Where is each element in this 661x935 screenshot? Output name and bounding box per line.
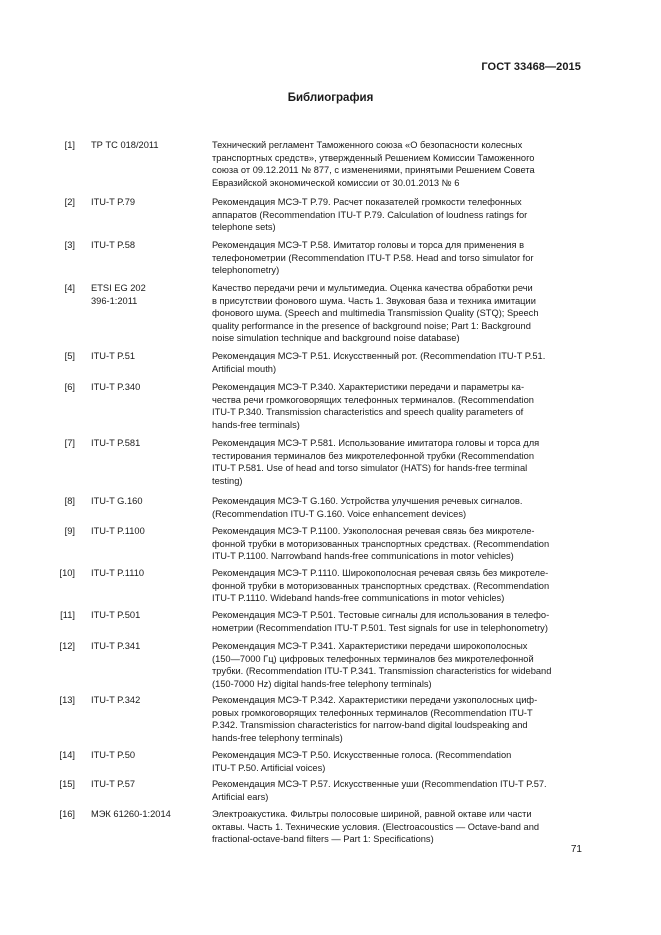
entry-description: Рекомендация МСЭ-Т P.79. Расчет показателей громкости телефонных аппаратов (Recommendation ITU-T P.79. Calculation of loudness ratings for telephone sets) bbox=[212, 197, 528, 232]
page-title: Библиография bbox=[287, 92, 374, 104]
bibliography-entry bbox=[55, 640, 583, 694]
entry-number: [3] bbox=[64, 240, 75, 250]
entry-code: ITU-T G.160 bbox=[91, 496, 143, 506]
entry-code: ITU-T P.581 bbox=[91, 438, 141, 448]
entry-number: [9] bbox=[64, 526, 75, 536]
bibliography-entry bbox=[55, 239, 583, 282]
bibliography-entry bbox=[55, 282, 583, 350]
entry-number: [1] bbox=[64, 140, 75, 150]
entry-code: ITU-T P.79 bbox=[91, 197, 136, 207]
page-number: 71 bbox=[570, 844, 582, 855]
entry-number: [8] bbox=[64, 496, 75, 506]
entry-number: [16] bbox=[59, 809, 75, 819]
entry-description: Рекомендация МСЭ-Т P.50. Искусственные голоса. (Recommendation ITU-T P.50. Artificial voices) bbox=[212, 750, 512, 773]
bibliography-entry bbox=[55, 495, 583, 525]
entry-code: ITU-T P.1100 bbox=[91, 526, 145, 536]
entry-description: Рекомендация МСЭ-Т P.342. Характеристики передачи узкополосных циф- ровых громкоговорящих телефонных терминалов (Recommendation ITU-T P.342. Transmission characteristics for narrow-band digital loudspeaking and hands-free telephony terminals) bbox=[212, 695, 538, 743]
entry-description: Электроакустика. Фильтры полосовые шириной, равной октаве или части октавы. Часть 1. Технические условия. (Electroacoustics — Octave-band and fractional-octave-band filters — Part 1: Specifications) bbox=[212, 809, 540, 844]
entry-number: [14] bbox=[59, 750, 75, 760]
entry-description: Технический регламент Таможенного союза «О безопасности колесных транспортных средств», утвержденный Решением Комиссии Таможенного союза от 09.12.2011 № 877, с изменениями, принятыми Решением Совета Евразийской экономической комиссии от 30.01.2013 № 6 bbox=[212, 140, 535, 188]
entry-number: [5] bbox=[64, 351, 75, 361]
entry-description: Рекомендация МСЭ-Т P.501. Тестовые сигналы для использования в телефо- нометрии (Recommendation ITU-T P.501. Test signals for use in telephonometry) bbox=[212, 610, 550, 633]
entry-code: ITU-T P.1110 bbox=[91, 568, 145, 578]
bibliography-entry bbox=[55, 749, 583, 778]
bibliography-entry bbox=[55, 437, 583, 495]
entry-code: МЭК 61260-1:2014 bbox=[91, 809, 171, 819]
entry-number: [7] bbox=[64, 438, 75, 448]
entry-number: [2] bbox=[64, 197, 75, 207]
entry-code: ITU-T P.340 bbox=[91, 382, 141, 392]
entry-description: Рекомендация МСЭ-Т P.1100. Узкополосная речевая связь без микротеле- фонной трубки в моторизованных транспортных средствах. (Recommendation ITU-T P.1100. Narrowband hands-free communications in motor vehicles) bbox=[212, 526, 550, 561]
bibliography-entry bbox=[55, 350, 583, 381]
entry-code: ITU-T P.51 bbox=[91, 351, 136, 361]
bibliography-entry bbox=[55, 808, 583, 850]
bibliography-entry bbox=[55, 139, 583, 196]
bibliography-entry bbox=[55, 567, 583, 609]
entry-code: ITU-T P.341 bbox=[91, 641, 141, 651]
entry-description: Рекомендация МСЭ-Т P.581. Использование имитатора головы и торса для тестирования терминалов без микротелефонной трубки (Recommendation ITU-T P.581. Use of head and torso simulator (HATS) for hands-free terminal testing) bbox=[212, 438, 540, 486]
bibliography-list bbox=[55, 139, 583, 850]
entry-number: [11] bbox=[60, 610, 75, 620]
entry-code: ITU-T P.57 bbox=[91, 779, 136, 789]
entry-code: ITU-T P.50 bbox=[91, 750, 136, 760]
entry-description: Рекомендация МСЭ-Т P.51. Искусственный рот. (Recommendation ITU-T P.51. Artificial mouth) bbox=[212, 351, 546, 374]
entry-description: Рекомендация МСЭ-Т P.340. Характеристики передачи и параметры ка- чества речи громкоговорящих телефонных терминалов. (Recommendation ITU-T P.340. Transmission characteristics and speech quality parameters of hands-free terminals) bbox=[212, 382, 534, 430]
bibliography-entry bbox=[55, 609, 583, 640]
bibliography-entry bbox=[55, 525, 583, 567]
entry-description: Рекомендация МСЭ-Т P.57. Искусственные уши (Recommendation ITU-T P.57. Artificial ears) bbox=[212, 779, 547, 802]
entry-number: [12] bbox=[59, 641, 75, 651]
entry-description: Рекомендация МСЭ-Т P.1110. Широкополосная речевая связь без микротеле- фонной трубки в моторизованных транспортных средствах. (Recommendation ITU-T P.1110. Wideband hands-free communications in motor vehicles) bbox=[212, 568, 550, 603]
bibliography-entry bbox=[55, 381, 583, 437]
entry-code: ITU-T P.501 bbox=[91, 610, 141, 620]
entry-code: ETSI EG 202 396-1:2011 bbox=[91, 283, 146, 306]
document-code: ГОСТ 33468—2015 bbox=[481, 61, 581, 73]
bibliography-entry bbox=[55, 196, 583, 239]
bibliography-entry bbox=[55, 778, 583, 808]
entry-code: ТР ТС 018/2011 bbox=[91, 140, 159, 150]
entry-number: [13] bbox=[59, 695, 75, 705]
entry-number: [10] bbox=[59, 568, 75, 578]
entry-description: Качество передачи речи и мультимедиа. Оценка качества обработки речи в присутствии фонового шума. Часть 1. Звуковая база и техника имитации фонового шума. (Speech and multimedia Transmission Quality (STQ); Speech quality performance in the presence of background noise; Part 1: Background noise simulation technique and background noise database) bbox=[212, 283, 539, 343]
entry-description: Рекомендация МСЭ-Т G.160. Устройства улучшения речевых сигналов. (Recommendation ITU-T G.160. Voice enhancement devices) bbox=[212, 496, 523, 519]
entry-number: [6] bbox=[64, 382, 75, 392]
entry-description: Рекомендация МСЭ-Т P.58. Имитатор головы и торса для применения в телефонометрии (Recommendation ITU-T P.58. Head and torso simulator for telephonometry) bbox=[212, 240, 534, 275]
entry-number: [15] bbox=[59, 779, 75, 789]
entry-code: ITU-T P.58 bbox=[91, 240, 136, 250]
entry-number: [4] bbox=[64, 283, 75, 293]
entry-code: ITU-T P.342 bbox=[91, 695, 141, 705]
bibliography-entry bbox=[55, 694, 583, 749]
entry-description: Рекомендация МСЭ-Т P.341. Характеристики передачи широкополосных (150—7000 Гц) цифровых телефонных терминалов без микротелефонной трубки. (Recommendation ITU-T P.341. Transmission characteristics for wideband (150-7000 Hz) digital hands-free telephony terminals) bbox=[212, 641, 552, 689]
